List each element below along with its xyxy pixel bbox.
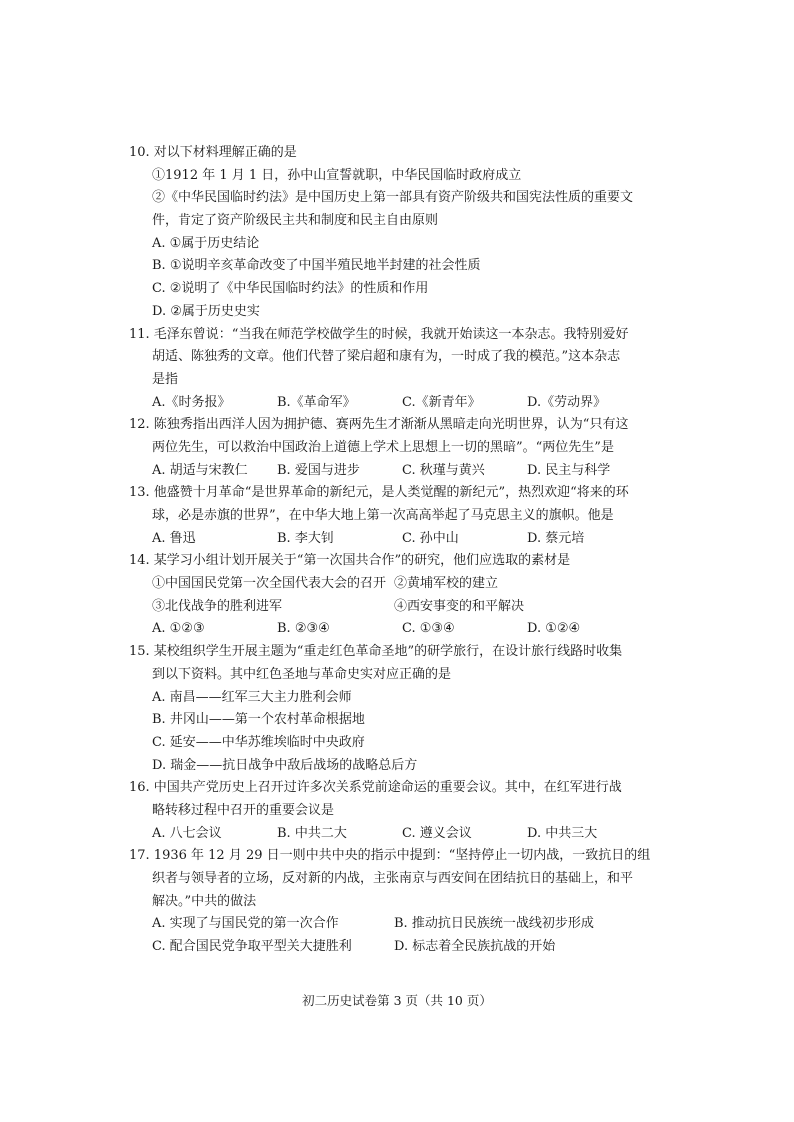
answer-option: D. 民主与科学 xyxy=(527,462,611,478)
answer-option: C. 延安——中华苏维埃临时中央政府 xyxy=(152,734,365,750)
question-block xyxy=(129,324,649,415)
question-block xyxy=(129,550,649,641)
material-item: ④西安事变的和平解决 xyxy=(394,598,525,614)
material-item: ②《中华民国临时约法》是中国历史上第一部具有资产阶级共和国宪法性质的重要文 xyxy=(152,190,634,206)
question-text: 11. 毛泽东曾说：“当我在师范学校做学生的时候，我就开始读这一本杂志。我特别爱好 xyxy=(129,326,629,342)
answer-option: A. ①属于历史结论 xyxy=(152,235,260,251)
answer-option: A. 鲁迅 xyxy=(152,530,196,546)
question-text: 球，必是赤旗的世界”，在中华大地上第一次高高举起了马克思主义的旗帜。他是 xyxy=(152,508,614,523)
answer-option: A.《时务报》 xyxy=(152,394,231,410)
answer-options-row xyxy=(129,618,649,641)
answer-option: C. 遵义会议 xyxy=(402,825,472,841)
question-text: 解决。”中共的做法 xyxy=(152,893,257,909)
question-block xyxy=(129,414,649,482)
question-list xyxy=(129,142,649,959)
answer-option: B. 推动抗日民族统一战线初步形成 xyxy=(394,916,594,932)
material-row xyxy=(129,573,649,596)
answer-option: B.《革命军》 xyxy=(277,394,356,410)
answer-option: C.《新青年》 xyxy=(402,394,481,410)
answer-option: C. ②说明了《中华民国临时约法》的性质和作用 xyxy=(152,281,429,297)
question-text: 略转移过程中召开的重要会议是 xyxy=(152,802,335,818)
answer-options-row xyxy=(129,460,649,483)
answer-option: C. ①③④ xyxy=(402,621,455,637)
question-text: 到以下资料。其中红色圣地与革命史实对应正确的是 xyxy=(152,666,452,682)
question-text: 14. 某学习小组计划开展关于“第一次国共合作”的研究，他们应选取的素材是 xyxy=(129,553,571,569)
question-text: 15. 某校组织学生开展主题为“重走红色革命圣地”的研学旅行，在设计旅行线路时收集 xyxy=(129,644,623,660)
answer-option: D. ②属于历史史实 xyxy=(152,303,260,319)
answer-option: C. 秋瑾与黄兴 xyxy=(402,462,485,478)
answer-options-row xyxy=(129,936,649,959)
answer-option: D. 蔡元培 xyxy=(527,530,585,546)
answer-option: D. 瑞金——抗日战争中敌后战场的战略总后方 xyxy=(152,757,418,773)
question-text: 16. 中国共产党历史上召开过许多次关系党前途命运的重要会议。其中，在红军进行战 xyxy=(129,780,622,796)
answer-option: B. 井冈山——第一个农村革命根据地 xyxy=(152,712,365,728)
question-block xyxy=(129,142,649,324)
answer-option: A. 八七会议 xyxy=(152,825,222,841)
material-item: ②黄埔军校的建立 xyxy=(394,576,499,592)
answer-option: B. ②③④ xyxy=(277,621,330,637)
material-row xyxy=(129,596,649,619)
question-text: 13. 他盛赞十月革命“是世界革命的新纪元，是人类觉醒的新纪元”，热烈欢迎“将来的环 xyxy=(129,485,629,501)
question-text: 是指 xyxy=(152,371,179,387)
answer-option: D. 标志着全民族抗战的开始 xyxy=(394,939,556,955)
question-text: 织者与领导者的立场，反对新的内战，主张南京与西安间在团结抗日的基础上，和平 xyxy=(152,871,634,886)
question-text: 胡适、陈独秀的文章。他们代替了梁启超和康有为，一时成了我的模范。”这本杂志 xyxy=(152,349,621,365)
question-text: 12. 陈独秀指出西洋人因为拥护德、赛两先生才渐渐从黑暗走向光明世界，认为“只有这 xyxy=(129,417,629,433)
question-block xyxy=(129,482,649,550)
question-text: 10. 对以下材料理解正确的是 xyxy=(129,145,297,160)
answer-option: B. 爱国与进步 xyxy=(277,462,360,478)
question-block xyxy=(129,641,649,777)
answer-option: D.《劳动界》 xyxy=(527,394,607,410)
answer-option: D. 中共三大 xyxy=(527,825,598,841)
answer-option: A. 南昌——红军三大主力胜利会师 xyxy=(152,689,352,705)
page-footer: 初二历史试卷第 3 页（共 10 页） xyxy=(302,993,492,1008)
answer-option: B. 李大钊 xyxy=(277,530,334,546)
question-block xyxy=(129,777,649,845)
material-item: ①1912 年 1 月 1 日，孙中山宣誓就职，中华民国临时政府成立 xyxy=(152,167,522,183)
question-text: 17. 1936 年 12 月 29 日一则中共中央的指示中提到：“坚持停止一切内战，一致抗日的组 xyxy=(129,848,651,864)
answer-option: B. 中共二大 xyxy=(277,825,347,841)
answer-option: C. 配合国民党争取平型关大捷胜利 xyxy=(152,939,352,955)
answer-options-row xyxy=(129,392,649,415)
answer-options-row xyxy=(129,913,649,936)
material-item: ③北伐战争的胜利进军 xyxy=(152,598,283,614)
answer-options-row xyxy=(129,528,649,551)
answer-option: A. 实现了与国民党的第一次合作 xyxy=(152,916,339,932)
answer-option: D. ①②④ xyxy=(527,621,581,637)
answer-option: B. ①说明辛亥革命改变了中国半殖民地半封建的社会性质 xyxy=(152,258,481,274)
answer-option: A. ①②③ xyxy=(152,621,205,637)
question-block xyxy=(129,845,649,958)
material-item: ①中国国民党第一次全国代表大会的召开 xyxy=(152,576,387,592)
answer-option: C. 孙中山 xyxy=(402,530,459,546)
question-text: 两位先生，可以救治中国政治上道德上学术上思想上一切的黑暗”。“两位先生”是 xyxy=(152,439,614,455)
answer-option: A. 胡适与宋教仁 xyxy=(152,462,248,478)
material-item: 件，肯定了资产阶级民主共和制度和民主自由原则 xyxy=(152,213,439,229)
answer-options-row xyxy=(129,823,649,846)
